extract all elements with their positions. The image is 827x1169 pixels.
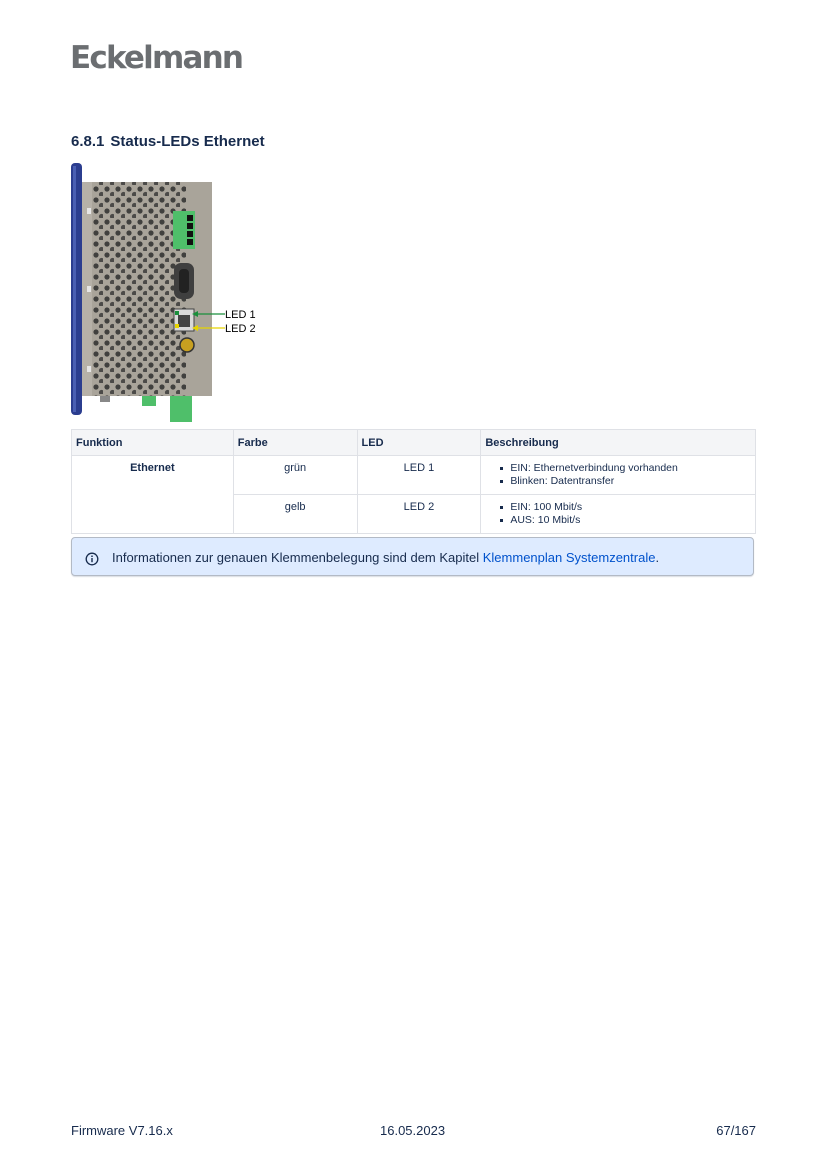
led1-label: LED 1 [225,309,256,321]
info-text [112,550,659,565]
list-item: EIN: Ethernetverbindung vorhanden [510,462,751,475]
led-cell: LED 1 [357,456,481,495]
list-item: Blinken: Datentransfer [510,475,751,488]
description-list [485,501,751,527]
led-table [71,429,756,534]
info-message-end: . [655,550,660,565]
led2-label: LED 2 [225,323,256,335]
description-cell [481,456,756,495]
company-logo: Eckelmann [70,40,243,76]
table-header-row [72,430,756,456]
column-header: LED [357,430,481,456]
section-title: Status-LEDs Ethernet [110,133,265,150]
section-heading [71,133,265,150]
led-cell: LED 2 [357,495,481,534]
info-panel [71,537,754,576]
footer-page-number: 67/167 [716,1123,756,1138]
description-cell [481,495,756,534]
color-cell: gelb [233,495,357,534]
info-icon [85,552,99,566]
column-header: Funktion [72,430,234,456]
footer-firmware: Firmware V7.16.x [71,1123,173,1138]
info-message: Informationen zur genauen Klemmenbelegung sind dem Kapitel [112,550,483,565]
column-header: Beschreibung [481,430,756,456]
list-item: EIN: 100 Mbit/s [510,501,751,514]
color-cell: grün [233,456,357,495]
table-row [72,456,756,495]
front-panel [71,163,82,415]
device-figure [70,163,270,423]
column-header: Farbe [233,430,357,456]
description-list [485,462,751,488]
function-cell: Ethernet [72,456,234,534]
rotary-switch [180,338,194,352]
footer-date: 16.05.2023 [380,1123,446,1138]
section-number: 6.8.1 [71,133,105,150]
terminal-plan-link[interactable]: Klemmenplan Systemzentrale [482,550,656,565]
list-item: AUS: 10 Mbit/s [510,514,751,527]
